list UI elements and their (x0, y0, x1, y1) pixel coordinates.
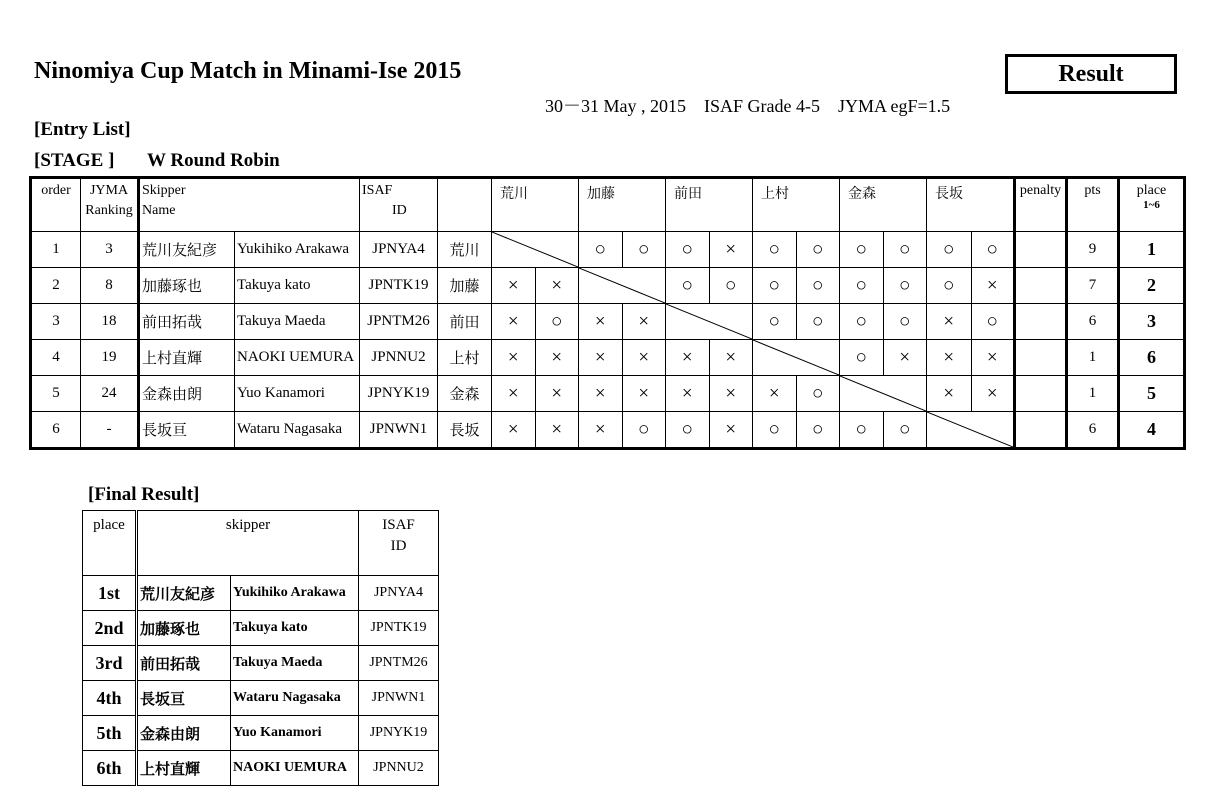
jyma-ranking-header: JYMA Ranking (81, 178, 139, 232)
race-result-mark: × (709, 376, 753, 412)
final-place-cell: 5th (83, 716, 137, 751)
final-skipper-en-name: Takuya kato (231, 611, 359, 646)
race-result-mark: ○ (666, 412, 710, 449)
race-result-mark: × (492, 268, 536, 304)
round-robin-row (31, 376, 1185, 412)
skipper-en-name: NAOKI UEMURA (235, 340, 360, 376)
opponent-header-nagasaka: 長坂 (927, 178, 1015, 232)
stage-heading: [STAGE ] (34, 150, 115, 171)
race-result-mark: × (579, 340, 623, 376)
diagonal-line (492, 232, 578, 267)
skipper-en-name: Yukihiko Arakawa (235, 232, 360, 268)
final-place-cell: 6th (83, 751, 137, 786)
race-result-mark: ○ (840, 340, 884, 376)
final-result-heading: [Final Result] (88, 484, 200, 505)
final-isaf-header: ISAF ID (359, 511, 439, 576)
skipper-jp-name: 上村直輝 (139, 340, 235, 376)
pts-cell: 1 (1067, 376, 1119, 412)
race-result-mark: × (622, 340, 666, 376)
final-isaf-id-cell: JPNNU2 (359, 751, 439, 786)
ranking-cell: 18 (81, 304, 139, 340)
race-result-mark: × (622, 304, 666, 340)
event-date-line: 30－31 May , 2015 ISAF Grade 4-5 JYMA egF=1.5 (545, 96, 951, 116)
race-result-mark: ○ (753, 268, 797, 304)
opponent-header-arakawa: 荒川 (492, 178, 579, 232)
pts-cell: 6 (1067, 304, 1119, 340)
short-name-cell: 荒川 (438, 232, 492, 268)
penalty-cell (1015, 376, 1067, 412)
race-result-mark: ○ (840, 304, 884, 340)
race-result-mark: × (579, 376, 623, 412)
final-isaf-id-cell: JPNYK19 (359, 716, 439, 751)
final-isaf-id-cell: JPNTM26 (359, 646, 439, 681)
race-result-mark: × (535, 412, 579, 449)
race-result-mark: × (971, 268, 1014, 304)
ranking-cell: 24 (81, 376, 139, 412)
final-skipper-en-name: Yukihiko Arakawa (231, 576, 359, 611)
race-result-mark: × (535, 268, 579, 304)
race-result-mark: ○ (927, 232, 972, 268)
final-place-cell: 4th (83, 681, 137, 716)
ranking-cell: 8 (81, 268, 139, 304)
final-result-header-row (83, 511, 439, 576)
diagonal-line (666, 304, 752, 339)
round-robin-row (31, 232, 1185, 268)
race-result-mark: × (492, 304, 536, 340)
diagonal-line (840, 376, 926, 411)
final-isaf-id-cell: JPNTK19 (359, 611, 439, 646)
round-robin-row (31, 268, 1185, 304)
short-name-cell: 加藤 (438, 268, 492, 304)
opponent-header-kato: 加藤 (579, 178, 666, 232)
pts-cell: 7 (1067, 268, 1119, 304)
ranking-cell: 3 (81, 232, 139, 268)
isaf-id-cell: JPNYA4 (360, 232, 438, 268)
race-result-mark: × (883, 340, 927, 376)
race-result-mark: ○ (883, 232, 927, 268)
skipper-en-name: Takuya kato (235, 268, 360, 304)
short-name-cell: 長坂 (438, 412, 492, 449)
round-robin-row (31, 340, 1185, 376)
race-result-mark: ○ (840, 412, 884, 449)
isaf-id-cell: JPNTM26 (360, 304, 438, 340)
race-result-mark: ○ (753, 232, 797, 268)
race-result-mark: ○ (666, 232, 710, 268)
place-cell: 2 (1119, 268, 1185, 304)
place-header: place 1~6 (1119, 178, 1185, 232)
race-result-mark: ○ (840, 232, 884, 268)
diagonal-line (579, 268, 665, 303)
final-skipper-en-name: Takuya Maeda (231, 646, 359, 681)
order-cell: 6 (31, 412, 81, 449)
race-result-mark: × (666, 340, 710, 376)
race-result-mark: × (492, 340, 536, 376)
race-result-mark: ○ (883, 268, 927, 304)
final-skipper-jp-name: 金森由朗 (137, 716, 231, 751)
isaf-id-cell: JPNNU2 (360, 340, 438, 376)
diagonal-line (753, 340, 839, 375)
skipper-jp-name: 前田拓哉 (139, 304, 235, 340)
final-result-row (83, 646, 439, 681)
penalty-cell (1015, 304, 1067, 340)
race-result-mark: ○ (971, 232, 1014, 268)
skipper-en-name: Wataru Nagasaka (235, 412, 360, 449)
round-robin-row (31, 304, 1185, 340)
isaf-id-cell: JPNTK19 (360, 268, 438, 304)
penalty-cell (1015, 232, 1067, 268)
order-cell: 5 (31, 376, 81, 412)
self-match-diagonal (927, 412, 1015, 449)
race-result-mark: × (709, 232, 753, 268)
final-skipper-jp-name: 長坂亘 (137, 681, 231, 716)
race-result-mark: ○ (840, 268, 884, 304)
place-cell: 5 (1119, 376, 1185, 412)
order-cell: 4 (31, 340, 81, 376)
order-cell: 2 (31, 268, 81, 304)
final-result-table (82, 510, 439, 786)
final-skipper-jp-name: 加藤琢也 (137, 611, 231, 646)
final-place-cell: 2nd (83, 611, 137, 646)
skipper-jp-name: 荒川友紀彦 (139, 232, 235, 268)
final-skipper-jp-name: 荒川友紀彦 (137, 576, 231, 611)
round-robin-header-row (31, 178, 1185, 232)
race-result-mark: × (709, 412, 753, 449)
race-result-mark: ○ (753, 304, 797, 340)
final-place-header: place (83, 511, 137, 576)
race-result-mark: × (579, 304, 623, 340)
race-result-mark: ○ (796, 412, 840, 449)
race-result-mark: × (622, 376, 666, 412)
race-result-mark: × (971, 340, 1014, 376)
race-result-mark: × (535, 376, 579, 412)
final-place-cell: 1st (83, 576, 137, 611)
short-name-cell: 上村 (438, 340, 492, 376)
race-result-mark: × (579, 412, 623, 449)
skipper-en-name: Takuya Maeda (235, 304, 360, 340)
short-name-cell: 金森 (438, 376, 492, 412)
final-isaf-id-cell: JPNYA4 (359, 576, 439, 611)
skipper-en-name: Yuo Kanamori (235, 376, 360, 412)
opponent-header-maeda: 前田 (666, 178, 753, 232)
pts-cell: 1 (1067, 340, 1119, 376)
final-result-row (83, 751, 439, 786)
race-result-mark: ○ (796, 268, 840, 304)
self-match-diagonal (753, 340, 840, 376)
final-skipper-jp-name: 前田拓哉 (137, 646, 231, 681)
race-result-mark: × (753, 376, 797, 412)
race-result-mark: ○ (927, 268, 972, 304)
final-result-row (83, 681, 439, 716)
opponent-header-uemura: 上村 (753, 178, 840, 232)
penalty-cell (1015, 412, 1067, 449)
diagonal-line (927, 412, 1013, 447)
place-cell: 1 (1119, 232, 1185, 268)
final-result-row (83, 576, 439, 611)
pts-cell: 6 (1067, 412, 1119, 449)
self-match-diagonal (492, 232, 579, 268)
round-robin-row (31, 412, 1185, 449)
race-result-mark: ○ (622, 232, 666, 268)
final-result-row (83, 611, 439, 646)
ranking-cell: 19 (81, 340, 139, 376)
entry-list-heading: [Entry List] (34, 119, 131, 140)
race-result-mark: × (971, 376, 1014, 412)
ranking-cell: - (81, 412, 139, 449)
race-result-mark: ○ (579, 232, 623, 268)
race-result-mark: ○ (796, 376, 840, 412)
final-skipper-header: skipper (137, 511, 359, 576)
page-title: Ninomiya Cup Match in Minami-Ise 2015 (34, 58, 462, 84)
final-place-cell: 3rd (83, 646, 137, 681)
race-result-mark: × (666, 376, 710, 412)
skipper-jp-name: 加藤琢也 (139, 268, 235, 304)
opponent-header-kanamori: 金森 (840, 178, 927, 232)
skipper-name-header: Skipper Name (139, 178, 360, 232)
pts-header: pts (1067, 178, 1119, 232)
race-result-mark: × (535, 340, 579, 376)
race-result-mark: ○ (883, 412, 927, 449)
race-result-mark: × (927, 376, 972, 412)
race-result-mark: ○ (622, 412, 666, 449)
penalty-header: penalty (1015, 178, 1067, 232)
short-name-header (438, 178, 492, 232)
order-cell: 3 (31, 304, 81, 340)
self-match-diagonal (666, 304, 753, 340)
order-header: order (31, 178, 81, 232)
pts-cell: 9 (1067, 232, 1119, 268)
race-result-mark: ○ (753, 412, 797, 449)
race-result-mark: × (927, 340, 972, 376)
race-result-mark: ○ (709, 268, 753, 304)
penalty-cell (1015, 268, 1067, 304)
isaf-id-header: ISAF ID (360, 178, 438, 232)
final-skipper-en-name: NAOKI UEMURA (231, 751, 359, 786)
skipper-jp-name: 長坂亘 (139, 412, 235, 449)
race-result-mark: × (927, 304, 972, 340)
race-result-mark: ○ (535, 304, 579, 340)
race-result-mark: ○ (796, 304, 840, 340)
place-cell: 3 (1119, 304, 1185, 340)
final-skipper-en-name: Wataru Nagasaka (231, 681, 359, 716)
race-result-mark: ○ (883, 304, 927, 340)
race-result-mark: ○ (796, 232, 840, 268)
stage-name: W Round Robin (147, 150, 280, 171)
final-skipper-jp-name: 上村直輝 (137, 751, 231, 786)
race-result-mark: × (492, 376, 536, 412)
order-cell: 1 (31, 232, 81, 268)
race-result-mark: × (709, 340, 753, 376)
penalty-cell (1015, 340, 1067, 376)
skipper-jp-name: 金森由朗 (139, 376, 235, 412)
self-match-diagonal (579, 268, 666, 304)
final-isaf-id-cell: JPNWN1 (359, 681, 439, 716)
round-robin-table (29, 176, 1186, 450)
self-match-diagonal (840, 376, 927, 412)
final-result-row (83, 716, 439, 751)
race-result-mark: × (492, 412, 536, 449)
place-cell: 4 (1119, 412, 1185, 449)
place-cell: 6 (1119, 340, 1185, 376)
race-result-mark: ○ (666, 268, 710, 304)
isaf-id-cell: JPNWN1 (360, 412, 438, 449)
short-name-cell: 前田 (438, 304, 492, 340)
result-label: Result (1005, 54, 1177, 94)
race-result-mark: ○ (971, 304, 1014, 340)
isaf-id-cell: JPNYK19 (360, 376, 438, 412)
final-skipper-en-name: Yuo Kanamori (231, 716, 359, 751)
